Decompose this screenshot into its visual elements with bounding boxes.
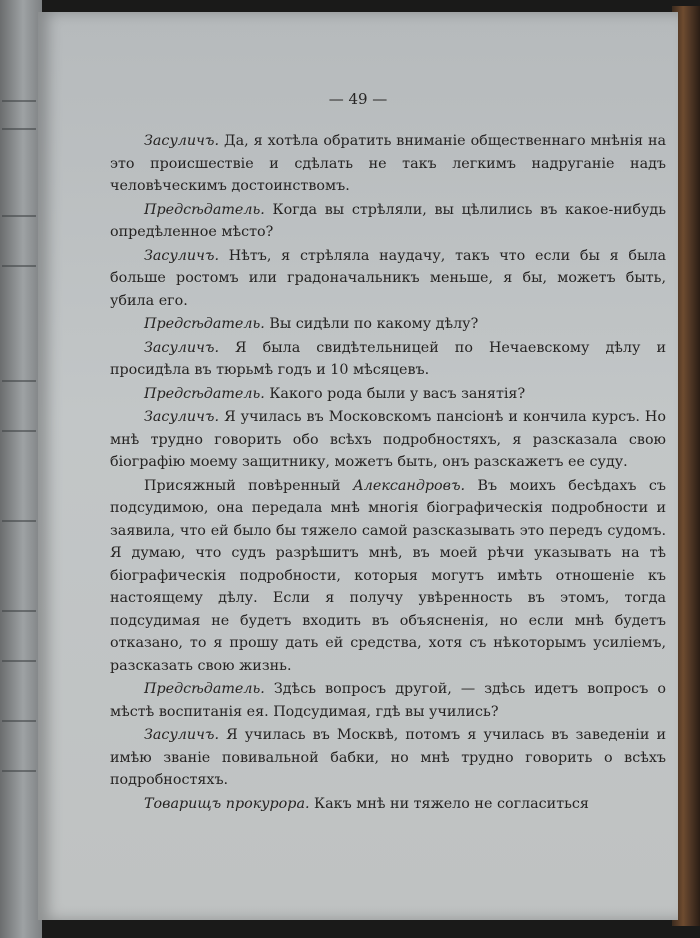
speaker-name: Засуличъ. <box>144 133 220 149</box>
paragraph <box>110 406 666 474</box>
paragraph-text: Здѣсь вопросъ другой, — здѣсь идетъ вопросъ о мѣстѣ воспитанія ея. Подсудимая, гдѣ вы учились? <box>110 681 666 720</box>
speaker-name: Засуличъ. <box>144 409 220 425</box>
paragraph <box>110 678 666 723</box>
speaker-name: Засуличъ. <box>144 727 220 743</box>
paragraph <box>110 475 666 678</box>
paragraph-text: Я училась въ Москвѣ, потомъ я училась въ заведеніи и имѣю званіе повивальной бабки, но мнѣ трудно говорить о всѣхъ подробностяхъ. <box>110 727 666 788</box>
page-body <box>110 130 666 815</box>
paragraph <box>110 383 666 406</box>
paragraph-text: Я была свидѣтельницей по Нечаевскому дѣлу и просидѣла въ тюрьмѣ годъ и 10 мѣсяцевъ. <box>110 339 666 378</box>
speaker-name: Засуличъ. <box>144 339 220 356</box>
paragraph <box>110 337 666 382</box>
paragraph <box>110 199 666 244</box>
paragraph-text: Да, я хотѣла обратить вниманіе общественнаго мнѣнія на это происшествіе и сдѣлать не такъ легкимъ надруганіе надъ человѣческимъ достоинствомъ. <box>110 133 666 194</box>
paragraph-text: Вы сидѣли по какому дѣлу? <box>264 316 479 332</box>
paragraph <box>110 724 666 792</box>
page-number: — 49 — <box>328 90 388 108</box>
speaker-name: Предсѣдатель. <box>144 681 265 697</box>
speaker-name: Товарищъ прокурора. <box>144 795 310 812</box>
paragraph-text: Я училась въ Московскомъ пансіонѣ и кончила курсъ. Но мнѣ трудно говорить обо всѣхъ подробностяхъ, я разсказала свою біографію моему защитнику, можетъ быть, онъ разскажетъ ее суду. <box>110 409 666 470</box>
paragraph-text: Какого рода были у васъ занятія? <box>264 385 526 402</box>
speaker-name: Предсѣдатель. <box>144 316 265 332</box>
paragraph-text: Какъ мнѣ ни тяжело не согласиться <box>309 795 589 812</box>
adjacent-left-page <box>0 0 42 938</box>
paragraph <box>110 130 666 198</box>
speaker-name: Предсѣдатель. <box>144 201 265 218</box>
speaker-name: Предсѣдатель. <box>144 385 265 402</box>
speaker-role: Присяжный повѣренный <box>144 477 353 494</box>
paragraph-text: Нѣтъ, я стрѣляла наудачу, такъ что если бы я была больше ростомъ или градоначальникъ меньше, я бы, можетъ быть, убила его. <box>110 247 666 309</box>
paragraph-text: Когда вы стрѣляли, вы цѣлились въ какое-нибудь опредѣленное мѣсто? <box>110 201 666 240</box>
speaker-name: Александровъ. <box>352 477 466 494</box>
paragraph <box>110 793 666 816</box>
paragraph <box>110 245 666 313</box>
book-page <box>38 12 678 920</box>
paragraph <box>110 313 666 336</box>
paragraph-text: Въ моихъ бесѣдахъ съ подсудимою, она передала мнѣ многія біографическія подробности и заявила, что ей было бы тяжело самой разсказывать это передъ судомъ. Я думаю, что судъ разрѣшитъ мнѣ, въ моей рѣчи указывать на тѣ біографическія подробности, которыя могутъ имѣть отношеніе къ настоящему дѣлу. Если я получу увѣренность въ этомъ, тогда подсудимая не будетъ входить въ объясненія, но если мнѣ будетъ отказано, то я прошу дать ей средства, хотя съ нѣкоторымъ усиліемъ, разсказать свою жизнь. <box>110 477 666 674</box>
speaker-name: Засуличъ. <box>144 247 220 264</box>
